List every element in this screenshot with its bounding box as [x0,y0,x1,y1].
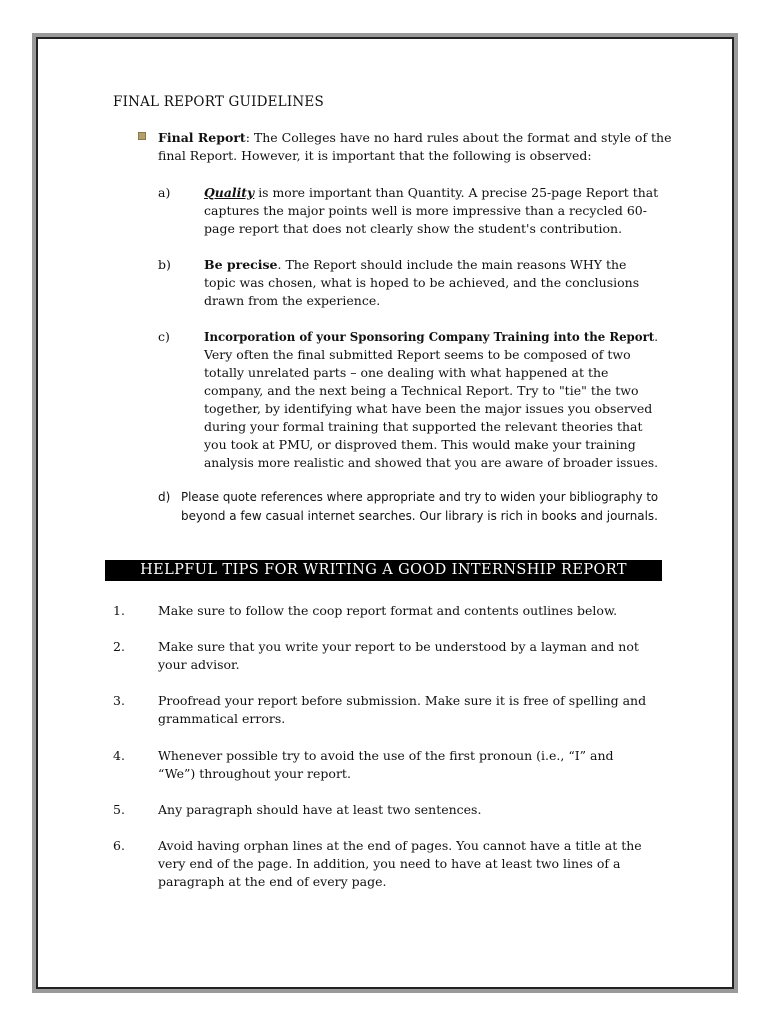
tip-2-line-1: Make sure that you write your report to be understood by a layman and not [158,639,639,654]
item-c-line-4: company, and the next being a Technical Report. Try to "tie" the two [204,383,639,398]
item-b-line-3: drawn from the experience. [204,293,381,308]
item-a-lead: Quality [204,185,255,200]
item-c-line-6: during your formal training that supported the relevant theories that [204,419,643,434]
item-d-marker: d) [158,490,171,504]
intro-text: : The Colleges have no hard rules about the format and style of the [245,130,672,145]
tip-4-line-1: Whenever possible try to avoid the use of the first pronoun (i.e., “I” and [158,748,614,763]
tip-4-line-2: “We”) throughout your report. [158,766,351,781]
item-c-line-3: totally unrelated parts – one dealing with what happened at the [204,365,609,380]
item-a-line-1 [204,184,658,202]
item-d-line-1 [181,488,658,507]
intro-line-2: final Report. However, it is important that the following is observed: [158,148,592,163]
tips-heading: HELPFUL TIPS FOR WRITING A GOOD INTERNSHIP REPORT [105,560,662,581]
square-bullet-icon [138,132,146,140]
tip-1-number: 1. [113,603,125,618]
tip-4-number: 4. [113,748,125,763]
item-c-text: . [654,329,658,344]
item-c-line-2: Very often the final submitted Report seems to be composed of two [204,347,631,362]
tip-2-number: 2. [113,639,125,654]
tip-6-line-2: very end of the page. In addition, you need to have at least two lines of a [158,856,621,871]
item-a-marker: a) [158,185,171,200]
item-c-line-8: analysis more realistic and showed that you are aware of broader issues. [204,455,659,470]
item-d-text: where appropriate and try to widen your bibliography to [322,490,659,504]
item-c-line-7: you took at PMU, or disproved them. This would make your training [204,437,636,452]
item-a-line-3: page report that does not clearly show the student's contribution. [204,221,623,236]
tip-1-line-1: Make sure to follow the coop report format and contents outlines below. [158,603,618,618]
item-b-line-2: topic was chosen, what is hoped to be achieved, and the conclusions [204,275,640,290]
item-c-line-5: together, by identifying what have been the major issues you observed [204,401,653,416]
tip-6-number: 6. [113,838,125,853]
tip-3-line-1: Proofread your report before submission. Make sure it is free of spelling and [158,693,647,708]
item-a-text: is more important than Quantity. A precise 25-page Report that [254,185,659,200]
intro-label: Final Report [158,130,246,145]
intro-line-1 [158,129,672,147]
item-b-line-1 [204,256,626,274]
item-b-lead: Be precise [204,257,278,272]
item-d-lead: references [260,490,323,504]
tip-5-number: 5. [113,802,125,817]
tip-6-line-1: Avoid having orphan lines at the end of pages. You cannot have a title at the [158,838,642,853]
tip-3-number: 3. [113,693,125,708]
tip-6-line-3: paragraph at the end of every page. [158,874,387,889]
item-d-line-2: beyond a few casual internet searches. Our library is rich in books and journals. [181,509,658,523]
tip-5-line-1: Any paragraph should have at least two sentences. [158,802,482,817]
tip-3-line-2: grammatical errors. [158,711,286,726]
tip-2-line-2: your advisor. [158,657,240,672]
item-a-line-2: captures the major points well is more impressive than a recycled 60- [204,203,647,218]
item-c-marker: c) [158,329,170,344]
item-c-line-1 [204,328,658,346]
item-d-pre: Please quote [181,490,261,504]
page-title: FINAL REPORT GUIDELINES [113,94,324,110]
item-b-text: . The Report should include the main reasons WHY the [277,257,627,272]
item-b-marker: b) [158,257,171,272]
item-c-lead: Incorporation of your Sponsoring Company Training into the Report [204,329,655,344]
